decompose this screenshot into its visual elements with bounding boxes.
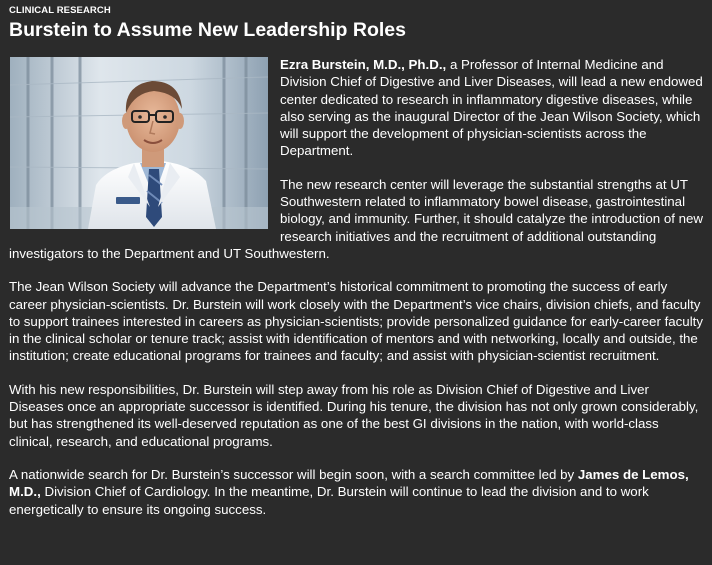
- paragraph-3: The Jean Wilson Society will advance the Department’s historical commitment to promoting the success of early career physician-scientists. Dr. Burstein will work closely with the Department’s vice chairs, division chiefs, and faculty to support trainees interested in careers as physician-scientists; provide personalized guidance for early-career faculty in the clinical scholar or tenure track; assist with identification of mentors and with networking, locally and outside, the institution; create educational programs for trainees and faculty; and assist with physician-scientist recruitment.: [9, 279, 704, 364]
- paragraph-5-text-before: A nationwide search for Dr. Burstein’s successor will begin soon, with a search committee led by: [9, 466, 578, 482]
- paragraph-5: [9, 466, 704, 518]
- portrait-photo: [10, 57, 268, 229]
- article-headline: Burstein to Assume New Leadership Roles: [9, 19, 406, 41]
- paragraph-4: With his new responsibilities, Dr. Burstein will step away from his role as Division Chief of Digestive and Liver Diseases once an appropriate successor is identified. During his tenure, the division has not only grown considerably, but has strengthened its well-deserved reputation as one of the best GI divisions in the nation, with world-class clinical, research, and educational programs.: [9, 381, 699, 449]
- paragraph-2: The new research center will leverage the substantial strengths at UT Southwestern related to inflammatory bowel disease, gastrointestinal biology, and immunity. Further, it should catalyze the introduction of new research initiatives and the recruitment of additional outstanding investigators to the Department and UT Southwestern.: [9, 176, 704, 261]
- article-body: [9, 42, 704, 518]
- person-name-burstein: Ezra Burstein, M.D., Ph.D.,: [280, 57, 447, 72]
- person-name-de-lemos: James de Lemos, M.D.,: [9, 466, 689, 500]
- section-kicker: CLINICAL RESEARCH: [9, 5, 111, 16]
- paragraph-1-text: a Professor of Internal Medicine and Division Chief of Digestive and Liver Diseases, will lead a new endowed center dedicated to research in inflammatory digestive diseases, while also serving as the inaugural Director of the Jean Wilson Society, which will support the development of physician-scientists across the Department.: [280, 57, 703, 159]
- paragraph-5-text-after: Division Chief of Cardiology. In the meantime, Dr. Burstein will continue to lead the division and to work energetically to ensure its ongoing success.: [9, 484, 649, 517]
